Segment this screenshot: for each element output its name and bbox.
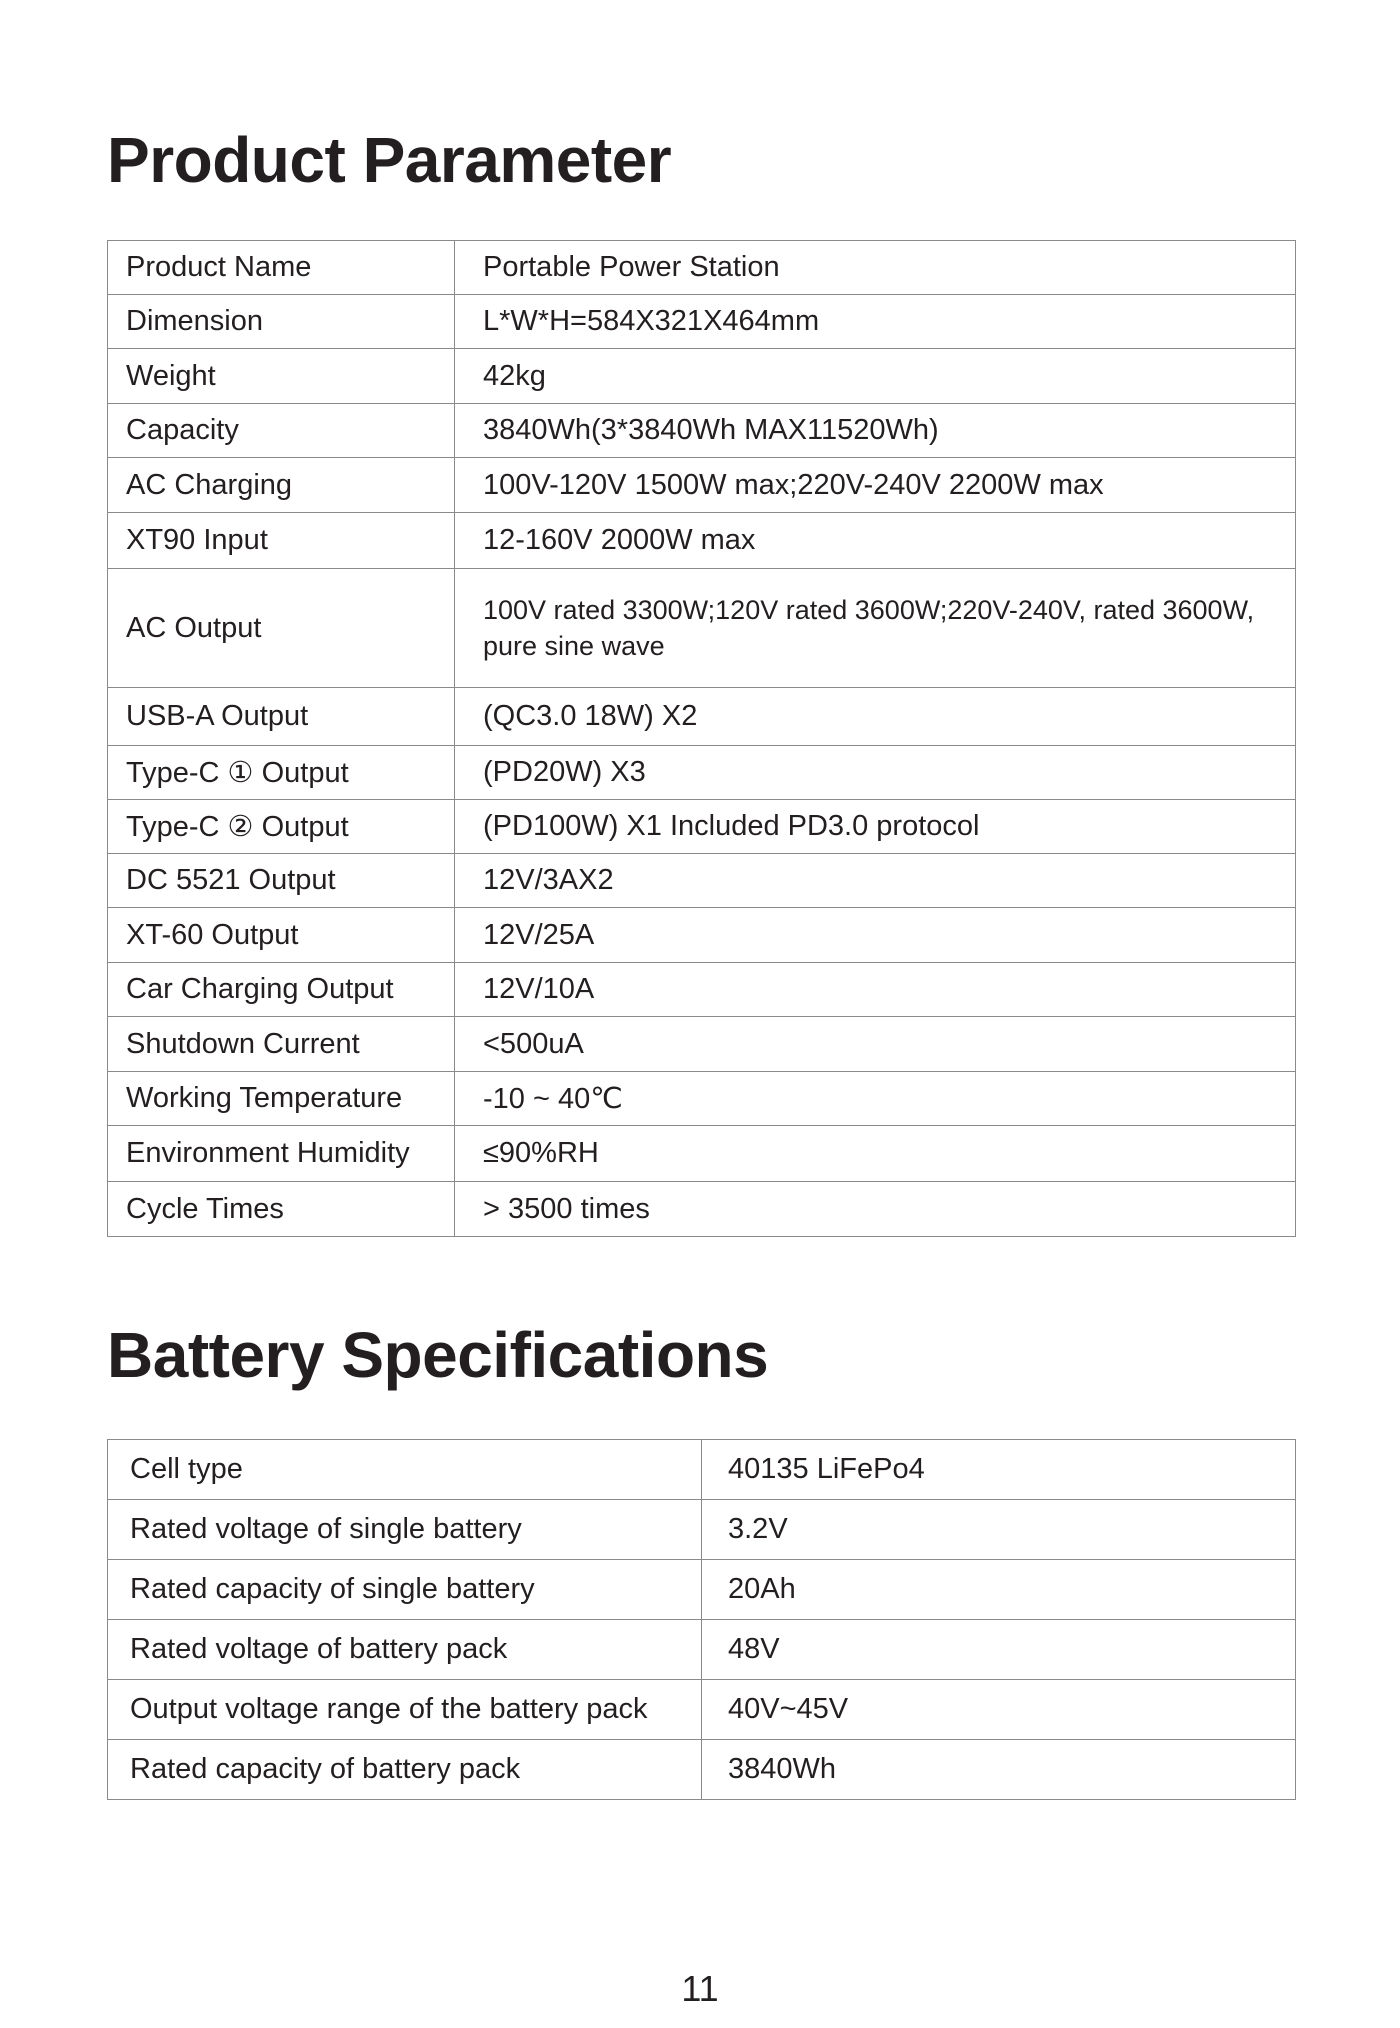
param-label: Environment Humidity	[108, 1126, 455, 1182]
param-value: (PD20W) X3	[455, 746, 1296, 800]
battery-label: Rated capacity of battery pack	[108, 1740, 702, 1800]
param-value: -10 ~ 40℃	[455, 1072, 1296, 1126]
param-value: 12-160V 2000W max	[455, 513, 1296, 569]
table-row	[108, 241, 1296, 295]
table-row	[108, 1126, 1296, 1182]
table-row	[108, 295, 1296, 349]
battery-label: Rated capacity of single battery	[108, 1560, 702, 1620]
table-row	[108, 1560, 1296, 1620]
table-row	[108, 569, 1296, 688]
table-row	[108, 349, 1296, 404]
param-value: Portable Power Station	[455, 241, 1296, 295]
table-row	[108, 1440, 1296, 1500]
table-row	[108, 963, 1296, 1017]
param-label: Dimension	[108, 295, 455, 349]
param-label: USB-A Output	[108, 688, 455, 746]
param-label: Cycle Times	[108, 1182, 455, 1237]
param-value: 12V/3AX2	[455, 854, 1296, 908]
param-value: 12V/25A	[455, 908, 1296, 963]
param-value: (QC3.0 18W) X2	[455, 688, 1296, 746]
battery-value: 48V	[702, 1620, 1296, 1680]
table-row	[108, 854, 1296, 908]
param-value: 100V rated 3300W;120V rated 3600W;220V-240V, rated 3600W, pure sine wave	[455, 569, 1296, 688]
product-parameter-table	[107, 240, 1296, 1237]
param-label: AC Output	[108, 569, 455, 688]
param-label: Product Name	[108, 241, 455, 295]
param-value: ≤90%RH	[455, 1126, 1296, 1182]
table-row	[108, 1680, 1296, 1740]
table-row	[108, 908, 1296, 963]
page-number: 11	[681, 1968, 719, 2009]
battery-label: Rated voltage of battery pack	[108, 1620, 702, 1680]
param-label: Shutdown Current	[108, 1017, 455, 1072]
battery-value: 20Ah	[702, 1560, 1296, 1620]
param-label: DC 5521 Output	[108, 854, 455, 908]
param-label: AC Charging	[108, 458, 455, 513]
battery-label: Cell type	[108, 1440, 702, 1500]
table-row	[108, 513, 1296, 569]
battery-specifications-title: Battery Specifications	[107, 1319, 769, 1391]
param-value: > 3500 times	[455, 1182, 1296, 1237]
param-value: 100V-120V 1500W max;220V-240V 2200W max	[455, 458, 1296, 513]
table-row	[108, 1740, 1296, 1800]
param-label: Type-C ① Output	[108, 746, 455, 800]
param-value: (PD100W) X1 Included PD3.0 protocol	[455, 800, 1296, 854]
param-value: 42kg	[455, 349, 1296, 404]
battery-value: 40135 LiFePo4	[702, 1440, 1296, 1500]
battery-specifications-table	[107, 1439, 1296, 1800]
battery-label: Output voltage range of the battery pack	[108, 1680, 702, 1740]
table-row	[108, 1072, 1296, 1126]
table-row	[108, 1182, 1296, 1237]
param-label: XT-60 Output	[108, 908, 455, 963]
param-label: Capacity	[108, 404, 455, 458]
param-value: L*W*H=584X321X464mm	[455, 295, 1296, 349]
param-label: XT90 Input	[108, 513, 455, 569]
table-row	[108, 746, 1296, 800]
table-row	[108, 800, 1296, 854]
param-label: Car Charging Output	[108, 963, 455, 1017]
table-row	[108, 1620, 1296, 1680]
param-value: 3840Wh(3*3840Wh MAX11520Wh)	[455, 404, 1296, 458]
param-label: Weight	[108, 349, 455, 404]
battery-value: 3.2V	[702, 1500, 1296, 1560]
table-row	[108, 458, 1296, 513]
battery-label: Rated voltage of single battery	[108, 1500, 702, 1560]
table-row	[108, 688, 1296, 746]
battery-value: 3840Wh	[702, 1740, 1296, 1800]
param-label: Type-C ② Output	[108, 800, 455, 854]
table-row	[108, 1500, 1296, 1560]
param-value: 12V/10A	[455, 963, 1296, 1017]
table-row	[108, 404, 1296, 458]
table-row	[108, 1017, 1296, 1072]
product-parameter-title: Product Parameter	[107, 124, 672, 196]
param-label: Working Temperature	[108, 1072, 455, 1126]
battery-value: 40V~45V	[702, 1680, 1296, 1740]
param-value: <500uA	[455, 1017, 1296, 1072]
